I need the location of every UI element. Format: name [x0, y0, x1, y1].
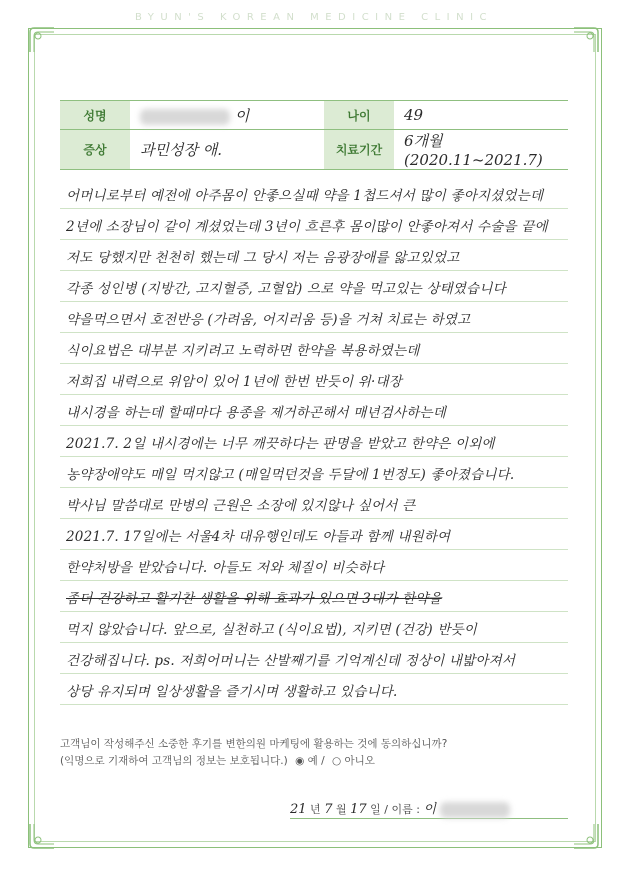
sig-name-value: 이: [423, 802, 437, 817]
sig-year: 21: [290, 802, 307, 817]
review-line: 박사님 말씀대로 만병의 근원은 소장에 있지않나 싶어서 큰: [66, 498, 416, 514]
review-line: 각종 성인병 (지방간, 고지혈증, 고혈압) 으로 약을 먹고있는 상태였습니다: [66, 281, 506, 297]
age-value: 49: [394, 101, 568, 130]
symptom-label: 증상: [60, 130, 130, 170]
age-label: 나이: [324, 101, 394, 130]
corner-ornament-icon: [24, 818, 60, 854]
review-line: 먹지 않았습니다. 앞으로, 실천하고 (식이요법), 지키면 (건강) 반듯이: [66, 622, 478, 638]
name-label: 성명: [60, 101, 130, 130]
review-line: 2021.7. 17일에는 서울4차 대유행인데도 아들과 함께 내원하여: [66, 529, 451, 545]
review-line: 2년에 소장님이 같이 계셨었는데 3년이 흐른후 몸이많이 안좋아져서 수술을 끝에: [66, 219, 548, 235]
period-label: 치료기간: [324, 130, 394, 170]
redacted-name: [140, 109, 230, 125]
sig-name-label: 이름 :: [391, 803, 420, 816]
review-line: 상당 유지되며 일상생활을 즐기시며 생활하고 있습니다.: [66, 684, 398, 700]
review-line: 어머니로부터 예전에 아주몸이 안좋으실때 약을 1첩드셔서 많이 좋아지셨었는데: [66, 188, 544, 204]
option-divider: /: [321, 755, 325, 767]
consent-no-label: 아니오: [344, 755, 375, 767]
period-value: 6개월 (2020.11~2021.7): [394, 130, 568, 170]
consent-question: 고객님이 작성해주신 소중한 후기를 변한의원 마케팅에 활용하는 것에 동의하십니까?: [60, 738, 448, 750]
consent-no-option[interactable]: [332, 755, 375, 767]
sig-month-unit: 월: [335, 803, 347, 816]
corner-ornament-icon: [568, 22, 604, 58]
review-line: 내시경을 하는데 할때마다 용종을 제거하곤해서 매년검사하는데: [66, 405, 446, 421]
review-line: 저희집 내력으로 위암이 있어 1년에 한번 반듯이 위·대장: [66, 374, 403, 390]
corner-ornament-icon: [24, 22, 60, 58]
redacted-signature: [440, 802, 510, 818]
review-line: 좀더 건강하고 활기찬 생활을 위해 효과가 있으면 3대가 한약을: [66, 591, 442, 607]
review-line: 식이요법은 대부분 지키려고 노력하면 한약을 복용하였는데: [66, 343, 420, 359]
consent-note: (익명으로 기재하여 고객님의 정보는 보호됩니다.): [60, 755, 288, 767]
clinic-header: BYUN'S KOREAN MEDICINE CLINIC: [134, 12, 494, 23]
consent-note-row: [60, 753, 375, 768]
empty-circle-icon: ○: [332, 755, 342, 767]
review-line: 약을먹으면서 호전반응 (가려움, 어지러움 등)을 거쳐 치료는 하였고: [66, 312, 471, 328]
review-line: 건강해집니다. ps. 저희어머니는 산발째기를 기억계신데 정상이 내밟아져서: [66, 653, 516, 669]
sig-divider: /: [384, 803, 392, 816]
name-visible-char: 이: [234, 106, 250, 125]
name-value: [130, 101, 324, 130]
checked-circle-icon: ◉: [295, 755, 305, 767]
signature-line: [290, 798, 568, 819]
review-line: 저도 당했지만 천천히 했는데 그 당시 저는 음광장애를 앓고있었고: [66, 250, 460, 266]
review-line: 2021.7. 2일 내시경에는 너무 깨끗하다는 판명을 받았고 한약은 이외에: [66, 436, 495, 452]
sig-day: 17: [350, 802, 367, 817]
symptom-value: 과민성장 애.: [130, 130, 324, 170]
consent-yes-label: 예: [307, 755, 318, 767]
consent-yes-option[interactable]: [295, 755, 321, 767]
corner-ornament-icon: [568, 818, 604, 854]
sig-year-unit: 년: [310, 803, 321, 816]
review-line: 한약처방을 받았습니다. 아들도 저와 체질이 비슷하다: [66, 560, 385, 576]
review-line: 농약장애약도 매일 먹지않고 (매일먹던것을 두달에 1번정도) 좋아졌습니다.: [66, 467, 515, 483]
sig-day-unit: 일: [370, 803, 381, 816]
sig-month: 7: [324, 802, 333, 817]
review-text-area: [60, 178, 568, 705]
patient-info-table: [60, 100, 568, 170]
